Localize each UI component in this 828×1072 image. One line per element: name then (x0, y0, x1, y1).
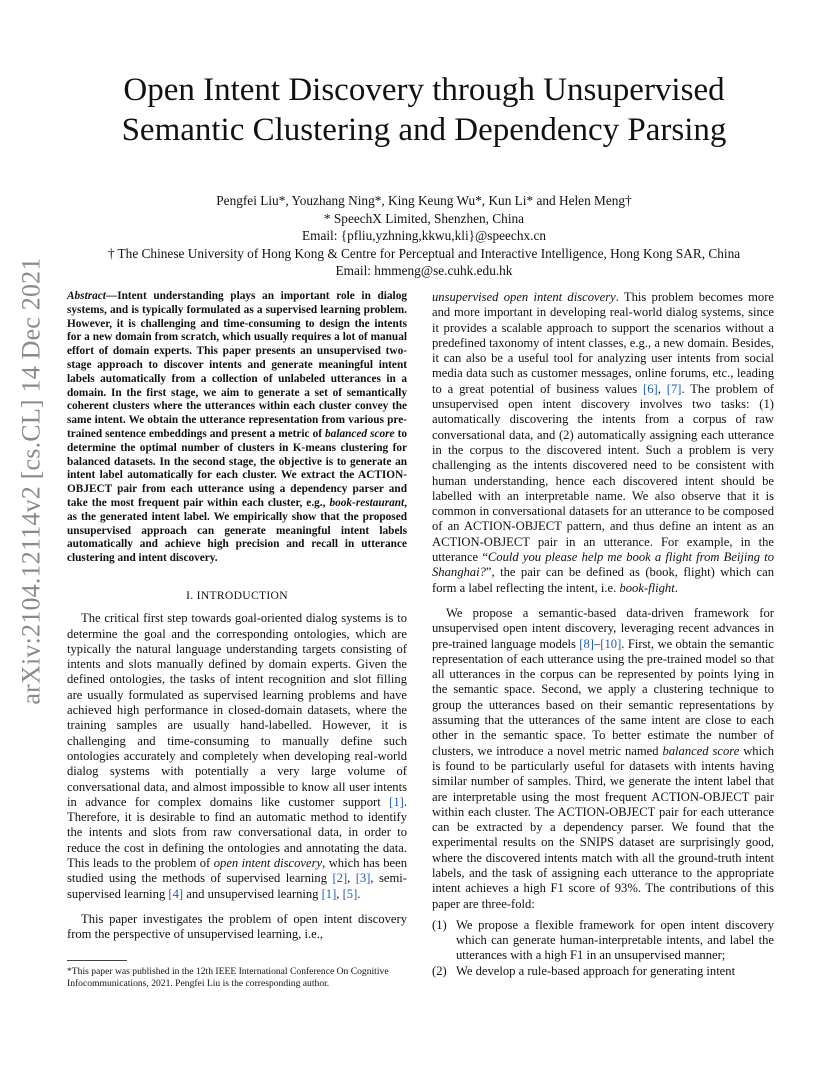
title-line-1: Open Intent Discovery through Unsupervised (123, 72, 725, 108)
affiliation-2: † The Chinese University of Hong Kong & Centre for Perceptual and Interactive Intelligence, Hong Kong SAR, China (107, 245, 741, 261)
list-item: (1) We propose a flexible framework for open intent discovery which can generate human-interpretable intents, and label the utterances with a high F1 in an unsupervised manner; (432, 917, 774, 963)
abstract: Abstract—Intent understanding plays an important role in dialog systems, and is typically formulated as a supervised learning problem. However, it is challenging and time-consuming to design the intents for a new domain from scratch, which usually requires a lot of manual effort of domain experts. This paper presents an unsupervised two-stage approach to discover intents and generate meaningful intent labels automatically from a collection of unlabeled utterances in a domain. In the first stage, we aim to generate a set of semantically coherent clusters where the utterances within each cluster convey the same intent. We obtain the utterance representation from various pre-trained sentence embeddings and present a metric of balanced score to determine the optimal number of clusters in K-means clustering for balanced datasets. In the second stage, the objective is to generate an intent label automatically for each cluster. We extract the ACTION-OBJECT pair from each utterance using a dependency parser and take the most frequent pair within each cluster, e.g., book-restaurant, as the generated intent label. We empirically show that the proposed unsupervised approach can generate meaningful intent labels automatically and achieve high precision and recall in utterance clustering and intent discovery. (67, 290, 407, 565)
section-heading-introduction: I. INTRODUCTION (186, 588, 288, 602)
footnote-rule (67, 960, 127, 961)
footnote (67, 960, 407, 989)
footnote-text: *This paper was published in the 12th IEEE International Conference On Cognitive Infocommunications, 2021. Pengfei Liu is the corresponding author. (67, 966, 389, 989)
citation-link[interactable]: [3] (355, 871, 371, 886)
arxiv-identifier: arXiv:2104.12114v2 [cs.CL] 14 Dec 2021 (17, 257, 46, 705)
citation-link[interactable]: [8] (579, 636, 594, 651)
citation-link[interactable]: [2] (332, 871, 348, 886)
intro-paragraph-1: The critical first step towards goal-oriented dialog systems is to determine the goal and the corresponding ontologies, which are typically the natural language understanding targets consisting of intents and slots manually defined by domain experts. Given the defined ontologies, the tasks of intent recognition and slot filling are usually formulated as supervised learning problems and have achieved high performance in closed-domain datasets, where the training samples are usually hand-labelled. However, it is challenging and time-consuming to manually define such ontologies accurately and completely when developing real-world dialog systems with potentially a very large volume of conversational data, and almost impossible to know all user intents in advance for complex domains like customer support [1]. Therefore, it is desirable to find an automatic method to identify the intents and slots from raw conversational data, in order to reduce the cost in defining the ontologies and annotating the data. This leads to the problem of open intent discovery, which has been studied using the methods of supervised learning [2], [3], semi-supervised learning [4] and unsupervised learning [1], [5]. (67, 611, 407, 901)
list-item: (2) We develop a rule-based approach for generating intent (432, 963, 736, 978)
citation-link[interactable]: [1] (389, 794, 404, 809)
citation-link[interactable]: [10] (600, 636, 622, 651)
contribution-list (432, 918, 774, 979)
citation-link[interactable]: [4] (168, 886, 184, 901)
citation-link[interactable]: [7] (666, 381, 682, 396)
author-block (60, 192, 788, 280)
title-line-2: Semantic Clustering and Dependency Parsing (121, 112, 727, 148)
citation-link[interactable]: [1] (321, 886, 337, 901)
citation-link[interactable]: [6] (643, 381, 658, 396)
email-2: Email: hmmeng@se.cuhk.edu.hk (335, 263, 513, 279)
citation-link[interactable]: [5] (342, 886, 358, 901)
paper-title (80, 70, 768, 150)
affiliation-1: * SpeechX Limited, Shenzhen, China (323, 210, 525, 226)
intro-paragraph-2: This paper investigates the problem of open intent discovery from the perspective of unsupervised learning, i.e., (67, 911, 407, 942)
abstract-label: Abstract (67, 290, 106, 302)
email-1: Email: {pfliu,yzhning,kkwu,kli}@speechx.cn (302, 228, 546, 244)
right-column (432, 290, 774, 979)
right-paragraph-2: We propose a semantic-based data-driven framework for unsupervised open intent discovery, leveraging recent advances in pre-trained language models [8]–[10]. First, we obtain the semantic representation of each utterance using the pre-trained model so that all utterances in the corpus can be represented by points lying in the semantic space. Second, we apply a clustering technique to group the utterances based on their semantic representations by assuming that the utterances of the same intent are close to each other in the semantic space. To better estimate the number of clusters, we introduce a novel metric named balanced score which is found to be particularly useful for datasets with intents having similar number of samples. Third, we generate the intent label that are interpretable using the most frequent ACTION-OBJECT pair within each cluster. The ACTION-OBJECT pair for each utterance can be extracted by a dependency parser. We found that the experimental results on the SNIPS dataset are surprisingly good, where the discovered intents match with all the ground-truth intent labels, and the task of assigning each utterance to the appropriate intent achieves a high F1 score of 93%. The contributions of this paper are three-fold: (432, 605, 774, 911)
left-column (67, 290, 407, 942)
author-names: Pengfei Liu*, Youzhang Ning*, King Keung Wu*, Kun Li* and Helen Meng† (216, 193, 632, 208)
right-paragraph-1: unsupervised open intent discovery. This problem becomes more and more important in developing real-world dialog systems, since it provides a scalable approach to support the scenarios without a predefined taxonomy of intent classes, e.g., a new domain. Besides, it can also be a useful tool for analyzing user intents from social media data such as customer messages, online forums, etc., leading to a great potential of business values [6], [7]. The problem of unsupervised open intent discovery involves two tasks: (1) automatically discovering the intents from a corpus of raw conversational data, and (2) automatically assigning each utterance in the corpus to the discovered intent. Such a problem is very challenging as the intents discovered need to be consistent with human understanding, hence each discovered intent should be labelled with an interpretable name. We also observe that it is common in conversational datasets for an utterance to be composed of an ACTION-OBJECT pattern, and thus define an intent as an ACTION-OBJECT pair in an utterance. For example, in the utterance “Could you please help me book a flight from Beijing to Shanghai?”, the pair can be defined as (book, flight) which can form a label reflecting the intent, i.e. book-flight. (432, 290, 774, 595)
